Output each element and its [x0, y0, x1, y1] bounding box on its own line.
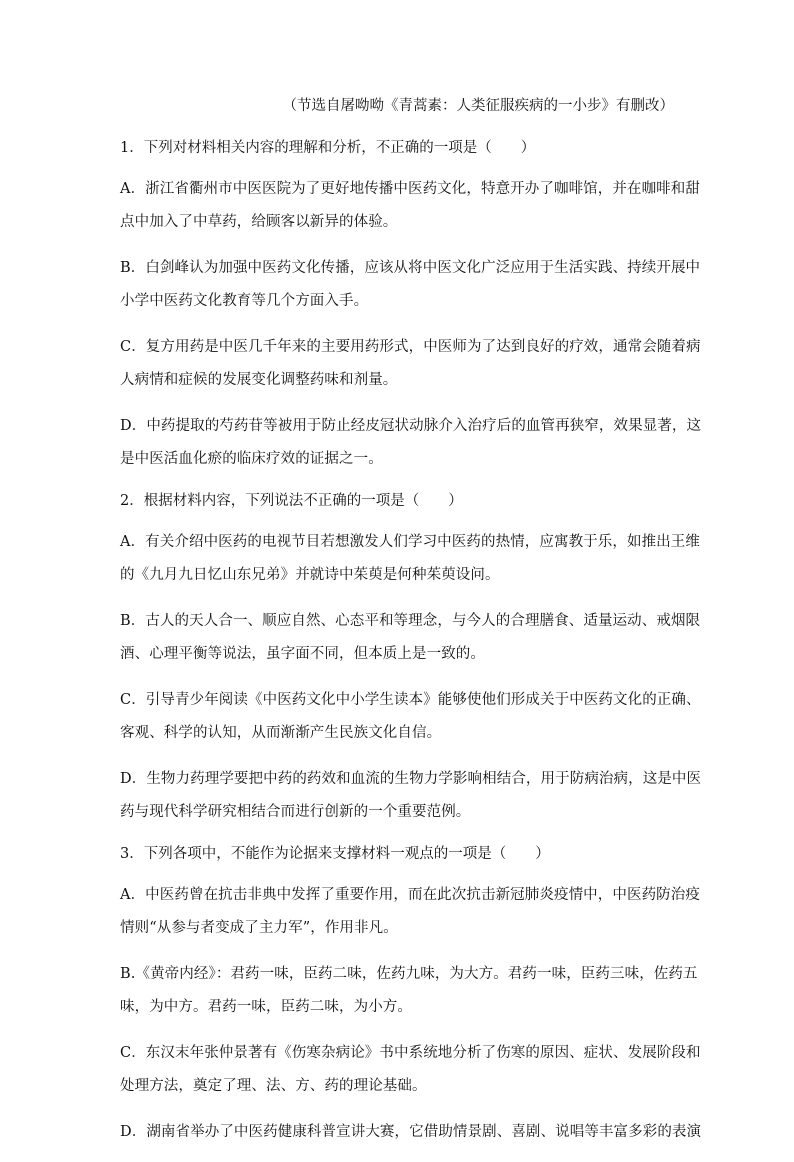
- question-option: [120, 605, 701, 671]
- option-line: 小学中医药文化教育等几个方面入手。: [120, 293, 369, 309]
- option-line: B．白剑峰认为加强中医药文化传播，应该从将中医文化广泛应用于生活实践、持续开展中: [120, 260, 701, 276]
- option-line: A．中医药曾在抗击非典中发挥了重要作用，而在此次抗击新冠肺炎疫情中，中医药防治疫: [120, 887, 700, 903]
- question-option: [120, 958, 698, 1024]
- option-line: D．中药提取的芍药苷等被用于防止经皮冠状动脉介入治疗后的血管再狭窄，效果显著，这: [120, 418, 702, 434]
- option-line: C．引导青少年阅读《中医药文化中小学生读本》能够使他们形成关于中医药文化的正确、: [120, 692, 701, 708]
- option-line: D．湖南省举办了中医药健康科普宣讲大赛，它借助情景剧、喜剧、说唱等丰富多彩的表演: [120, 1124, 702, 1140]
- question-option: [120, 879, 700, 945]
- source-citation: （节选自屠呦呦《青蒿素：人类征服疾病的一小步》有删改）: [282, 98, 674, 114]
- option-line: 客观、科学的认知，从而渐渐产生民族文化自信。: [120, 725, 442, 741]
- option-line: 人病情和症候的发展变化调整药味和剂量。: [120, 372, 398, 388]
- option-line: C．复方用药是中医几千年来的主要用药形式，中医师为了达到良好的疗效，通常会随着病: [120, 339, 701, 355]
- option-line: B.《黄帝内经》：君药一味，臣药二味，佐药九味，为大方。君药一味，臣药三味，佐药五: [120, 966, 698, 982]
- question-list: [120, 136, 702, 1162]
- question-option: [120, 1116, 702, 1149]
- option-line: D．生物力药理学要把中药的药效和血流的生物力学影响相结合，用于防病治病，这是中医: [120, 771, 702, 787]
- question-option: [120, 410, 702, 476]
- option-line: B．古人的天人合一、顺应自然、心态平和等理念，与今人的合理膳食、适量运动、戒烟限: [120, 613, 701, 629]
- option-line: 味，为中方。君药一味，臣药二味，为小方。: [120, 999, 412, 1015]
- option-line: C．东汉末年张仲景著有《伤寒杂病论》书中系统地分析了伤寒的原因、症状、发展阶段和: [120, 1045, 701, 1061]
- question-option: [120, 526, 700, 592]
- option-line: A．浙江省衢州市中医医院为了更好地传播中医药文化，特意开办了咖啡馆，并在咖啡和甜: [120, 181, 700, 197]
- option-line: 点中加入了中草药，给顾客以新异的体验。: [120, 214, 398, 230]
- question-stem: 3．下列各项中，不能作为论据来支撑材料一观点的一项是（ ）: [120, 846, 550, 862]
- question-option: [120, 1037, 701, 1103]
- question-option: [120, 763, 702, 829]
- option-line: 处理方法，奠定了理、法、方、药的理论基础。: [120, 1078, 427, 1094]
- question-stem: 1．下列对材料相关内容的理解和分析，不正确的一项是（ ）: [120, 140, 536, 156]
- question-option: [120, 173, 700, 239]
- option-line: 的《九月九日忆山东兄弟》并就诗中茱萸是何种茱萸设问。: [120, 567, 500, 583]
- question-option: [120, 684, 701, 750]
- option-line: 情则“从参与者变成了主力军”，作用非凡。: [120, 920, 398, 936]
- option-line: 酒、心理平衡等说法，虽字面不同，但本质上是一致的。: [120, 646, 485, 662]
- option-line: A．有关介绍中医药的电视节目若想激发人们学习中医药的热情，应寓教于乐，如推出王维: [120, 534, 700, 550]
- question-stem: 2．根据材料内容，下列说法不正确的一项是（ ）: [120, 493, 463, 509]
- option-line: 药与现代科学研究相结合而进行创新的一个重要范例。: [120, 804, 471, 820]
- option-line: 是中医活血化瘀的临床疗效的证据之一。: [120, 451, 383, 467]
- question-option: [120, 331, 701, 397]
- question-option: [120, 252, 701, 318]
